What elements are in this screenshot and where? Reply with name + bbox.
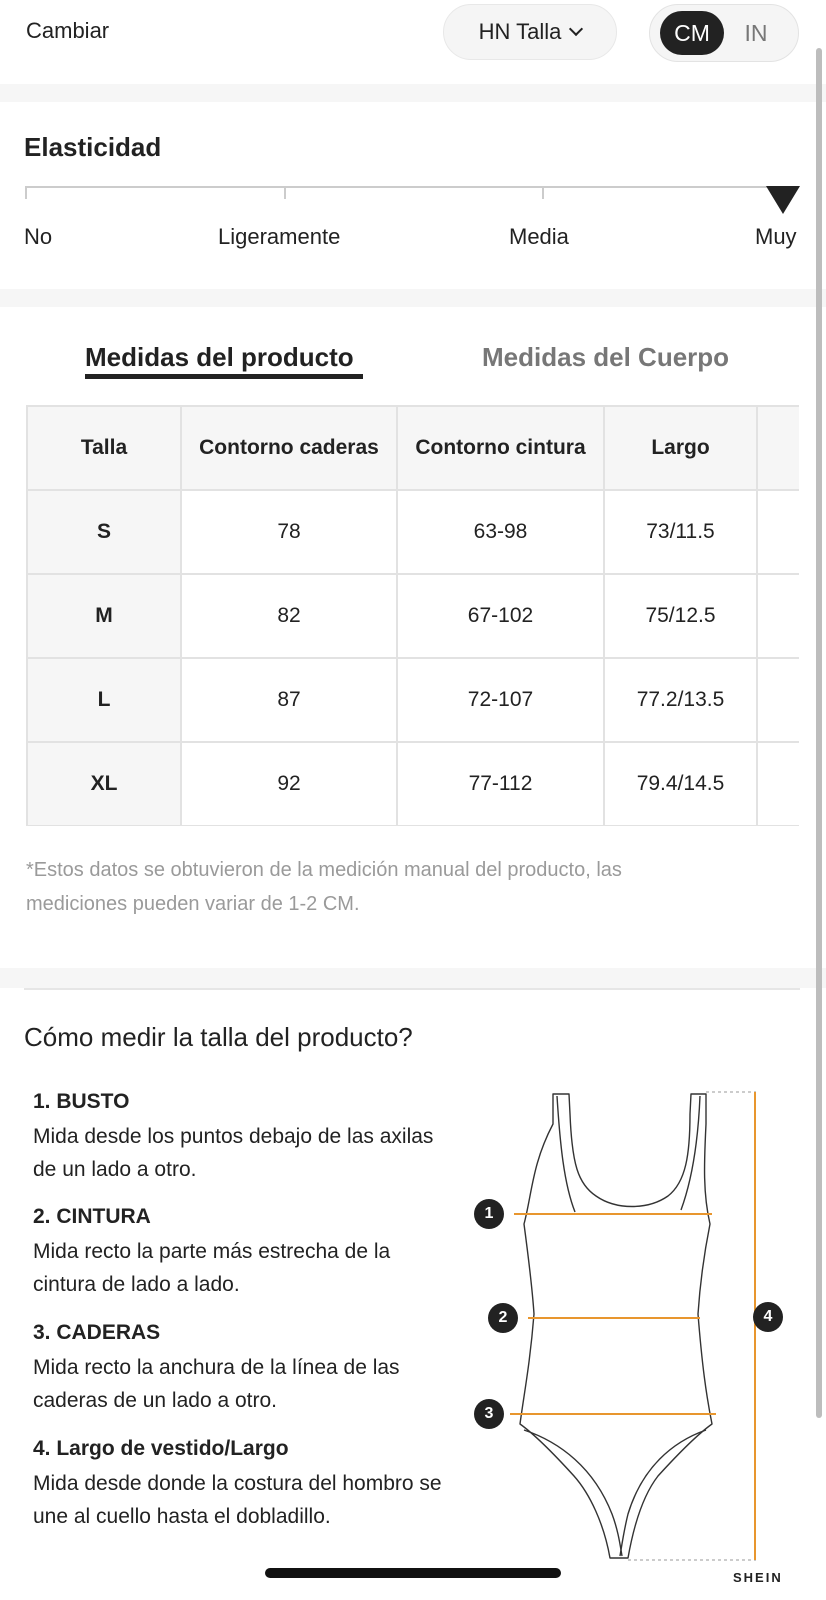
table-row [27, 490, 799, 574]
unit-in-option[interactable]: IN [744, 19, 768, 46]
table-cell [757, 490, 799, 574]
table-cell: 77.2/13.5 [604, 658, 757, 742]
guide-item-hips [33, 1321, 453, 1417]
table-cell [757, 742, 799, 826]
table-cell: 67-102 [397, 574, 604, 658]
elasticity-level-slight: Ligeramente [218, 224, 341, 249]
elasticity-marker-icon [766, 186, 800, 214]
size-cell: XL [27, 742, 181, 826]
size-cell: S [27, 490, 181, 574]
measurement-note: *Estos datos se obtuvieron de la medición manual del producto, las mediciones pueden variar de 1-2 CM. [26, 859, 622, 915]
elasticity-scale-line [25, 186, 799, 188]
guide-item-length [33, 1437, 453, 1533]
guide-text: Mida desde donde la costura del hombro se une al cuello hasta el dobladillo. [33, 1472, 442, 1528]
header-hip: Contorno caderas [181, 406, 397, 490]
table-cell: 75/12.5 [604, 574, 757, 658]
table-cell [757, 574, 799, 658]
size-cell: M [27, 574, 181, 658]
scale-tick [542, 186, 544, 199]
guide-heading: 1. BUSTO [33, 1090, 130, 1113]
measure-badge-2: 2 [488, 1303, 518, 1333]
size-cell: L [27, 658, 181, 742]
size-system-dropdown[interactable] [443, 4, 617, 60]
unit-toggle[interactable] [649, 4, 799, 62]
active-tab-indicator [85, 374, 363, 379]
header-waist: Contorno cintura [397, 406, 604, 490]
change-link[interactable]: Cambiar [26, 18, 110, 43]
size-table [26, 405, 799, 826]
scrollbar[interactable] [816, 48, 822, 1418]
section-separator [0, 84, 826, 102]
measure-badge-1: 1 [474, 1199, 504, 1229]
table-cell: 63-98 [397, 490, 604, 574]
table-cell: 73/11.5 [604, 490, 757, 574]
guide-text: Mida desde los puntos debajo de las axilas de un lado a otro. [33, 1125, 434, 1181]
guide-item-bust [33, 1090, 453, 1186]
scale-tick [284, 186, 286, 199]
guide-text: Mida recto la parte más estrecha de la cintura de lado a lado. [33, 1240, 391, 1296]
section-separator [0, 968, 826, 988]
measurement-diagram [478, 1084, 794, 1564]
guide-heading: 2. CINTURA [33, 1205, 151, 1228]
elasticity-level-very: Muy [755, 224, 797, 249]
guide-text: Mida recto la anchura de la línea de las caderas de un lado a otro. [33, 1356, 400, 1412]
how-to-measure-title: Cómo medir la talla del producto? [24, 1022, 413, 1052]
divider [24, 988, 800, 990]
elasticity-title: Elasticidad [24, 132, 162, 162]
top-bar [0, 0, 826, 84]
brand-logo: SHEIN [733, 1570, 783, 1585]
table-row [27, 742, 799, 826]
table-cell: 78 [181, 490, 397, 574]
table-cell: 72-107 [397, 658, 604, 742]
tab-body-measurements[interactable]: Medidas del Cuerpo [482, 342, 730, 372]
guide-heading: 4. Largo de vestido/Largo [33, 1437, 289, 1460]
guide-item-waist [33, 1205, 453, 1301]
header-overflow [757, 406, 799, 490]
table-row [27, 658, 799, 742]
header-length: Largo [604, 406, 757, 490]
table-cell: 87 [181, 658, 397, 742]
elasticity-level-medium: Media [509, 224, 569, 249]
size-table-container[interactable] [26, 405, 799, 826]
table-cell [757, 658, 799, 742]
scale-tick [25, 186, 27, 199]
home-indicator [265, 1568, 561, 1578]
table-cell: 77-112 [397, 742, 604, 826]
table-cell: 79.4/14.5 [604, 742, 757, 826]
guide-heading: 3. CADERAS [33, 1321, 161, 1344]
tab-product-measurements[interactable]: Medidas del producto [85, 342, 354, 372]
bodysuit-illustration [478, 1084, 794, 1564]
measure-badge-3: 3 [474, 1399, 504, 1429]
table-header-row [27, 406, 799, 490]
table-cell: 82 [181, 574, 397, 658]
header-size: Talla [27, 406, 181, 490]
measure-badge-4: 4 [753, 1302, 783, 1332]
unit-cm-option[interactable]: CM [660, 11, 724, 55]
size-system-label: HN Talla [478, 19, 562, 44]
chevron-down-icon [569, 22, 583, 36]
table-row [27, 574, 799, 658]
table-cell: 92 [181, 742, 397, 826]
elasticity-level-no: No [24, 224, 53, 249]
section-separator [0, 289, 826, 307]
